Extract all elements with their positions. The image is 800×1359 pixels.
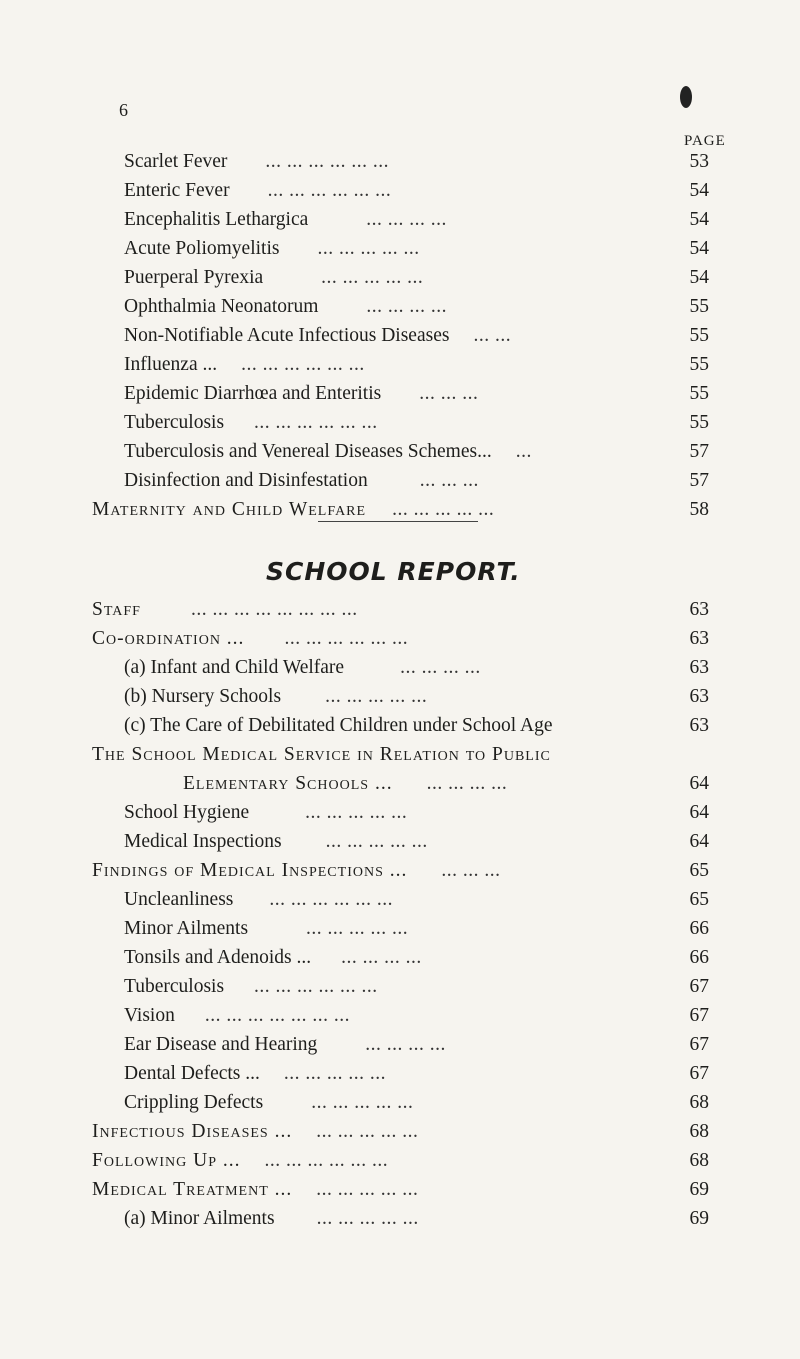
entry-page: 55 [689, 296, 709, 317]
leader-dots: ... ... ... ... ... [305, 802, 408, 823]
leader-dots: ... ... ... ... [400, 657, 481, 678]
toc-entry [92, 1118, 709, 1146]
entry-title: Findings of Medical Inspections ... [92, 860, 408, 881]
entry-page: 63 [689, 599, 709, 620]
entry-title: (b) Nursery Schools [124, 686, 282, 707]
entry-page: 58 [689, 499, 709, 520]
leader-dots: ... ... ... ... ... ... [254, 976, 378, 997]
entry-page: 67 [689, 1034, 709, 1055]
entry-page: 66 [689, 918, 709, 939]
leader-dots: ... ... ... ... ... ... [267, 180, 392, 201]
entry-page: 66 [689, 947, 709, 968]
entry-title: Tuberculosis [124, 412, 225, 433]
entry-title: Acute Poliomyelitis [124, 238, 280, 259]
toc-entry [124, 206, 709, 234]
leader-dots: ... ... ... ... [426, 773, 508, 794]
toc-entry [124, 409, 709, 437]
entry-title: Elementary Schools ... [183, 773, 393, 794]
entry-title: Crippling Defects [124, 1092, 264, 1113]
leader-dots: ... ... ... ... [366, 209, 447, 230]
entry-page: 65 [689, 860, 709, 881]
section-heading: SCHOOL REPORT. [266, 557, 521, 586]
entry-page: 55 [689, 325, 709, 346]
leader-dots: ... ... ... ... ... [283, 1063, 387, 1084]
toc-entry [92, 496, 709, 524]
entry-title: Epidemic Diarrhœa and Enteritis [124, 383, 382, 404]
entry-title: Dental Defects ... [124, 1063, 260, 1084]
entry-page: 54 [689, 238, 709, 259]
leader-dots: ... ... ... ... ... ... [254, 412, 378, 433]
toc-entry [124, 264, 709, 292]
entry-title: Vision [124, 1005, 175, 1026]
entry-title: School Hygiene [124, 802, 250, 823]
leader-dots: ... [515, 441, 532, 462]
leader-dots: ... ... ... ... ... [317, 238, 420, 259]
leader-dots: ... ... ... [419, 383, 479, 404]
entry-page: 69 [689, 1208, 709, 1229]
toc-entry [124, 351, 709, 379]
toc-entry [124, 177, 709, 205]
leader-dots: ... ... ... ... ... ... ... [204, 1005, 350, 1026]
toc-entry [124, 322, 709, 350]
leader-dots: ... ... ... ... ... ... [284, 628, 409, 649]
entry-page: 57 [689, 441, 709, 462]
entry-page: 64 [689, 773, 709, 794]
entry-title: Non-Notifiable Acute Infectious Diseases [124, 325, 450, 346]
leader-dots: ... ... ... ... ... ... [264, 1150, 389, 1171]
entry-title: Tuberculosis [124, 976, 225, 997]
entry-title: Encephalitis Lethargica [124, 209, 309, 230]
toc-entry [124, 1060, 709, 1088]
toc-entry [124, 235, 709, 263]
entry-title: Enteric Fever [124, 180, 230, 201]
toc-entry [124, 1031, 709, 1059]
entry-page: 63 [689, 628, 709, 649]
toc-entry [124, 799, 709, 827]
leader-dots: ... ... ... ... ... [306, 918, 409, 939]
entry-page: 68 [689, 1092, 709, 1113]
toc-entry [124, 1089, 709, 1117]
entry-page: 54 [689, 267, 709, 288]
entry-page: 63 [689, 715, 709, 736]
toc-entry [124, 654, 709, 682]
leader-dots: ... ... ... ... ... ... [241, 354, 365, 375]
toc-entry [92, 1147, 709, 1175]
toc-entry [124, 380, 709, 408]
leader-dots: ... ... ... ... ... [325, 686, 428, 707]
entry-title: Tuberculosis and Venereal Diseases Schemes... [124, 441, 492, 462]
toc-entry [124, 1205, 709, 1233]
entry-page: 68 [689, 1150, 709, 1171]
toc-entry [124, 828, 709, 856]
entry-title: Medical Inspections [124, 831, 282, 852]
leader-dots: ... ... ... ... ... ... [265, 151, 390, 172]
entry-title: Co-ordination ... [92, 628, 245, 649]
toc-entry [92, 857, 709, 885]
entry-title: Scarlet Fever [124, 151, 228, 172]
toc-entry [124, 1002, 709, 1030]
entry-page: 54 [689, 180, 709, 201]
leader-dots: ... ... ... ... ... [316, 1208, 419, 1229]
entry-title: Uncleanliness [124, 889, 234, 910]
toc-entry [183, 770, 709, 798]
entry-title: Tonsils and Adenoids ... [124, 947, 312, 968]
toc-entry [92, 1176, 709, 1204]
entry-page: 63 [689, 686, 709, 707]
leader-dots: ... ... ... [419, 470, 479, 491]
entry-title: Maternity and Child Welfare [92, 499, 367, 520]
entry-page: 63 [689, 657, 709, 678]
entry-page: 65 [689, 889, 709, 910]
leader-dots: ... ... ... ... ... [325, 831, 428, 852]
entry-page: 55 [689, 412, 709, 433]
entry-page: 68 [689, 1121, 709, 1142]
toc-entry [92, 741, 709, 769]
leader-dots: ... ... ... ... ... [316, 1121, 419, 1142]
page-number: 6 [119, 100, 128, 120]
entry-title: Disinfection and Disinfestation [124, 470, 368, 491]
leader-dots: ... ... ... ... [341, 947, 422, 968]
entry-title: Infectious Diseases ... [92, 1121, 293, 1142]
toc-entry [124, 886, 709, 914]
leader-dots: ... ... ... ... ... [392, 499, 495, 520]
entry-page: 64 [689, 802, 709, 823]
toc-entry [124, 683, 709, 711]
toc-entry [92, 625, 709, 653]
toc-entry [124, 712, 709, 740]
entry-page: 57 [689, 470, 709, 491]
toc-entry [124, 438, 709, 466]
entry-page: 54 [689, 209, 709, 230]
toc-entry [124, 148, 709, 176]
entry-page: 55 [689, 354, 709, 375]
leader-dots: ... ... ... ... ... ... [269, 889, 394, 910]
entry-page: 55 [689, 383, 709, 404]
leader-dots: ... ... ... ... [365, 1034, 446, 1055]
leader-dots: ... ... ... ... ... ... ... ... [190, 599, 358, 620]
entry-title: Puerperal Pyrexia [124, 267, 264, 288]
toc-entry [124, 467, 709, 495]
entry-title: Medical Treatment ... [92, 1179, 293, 1200]
ink-blot-mark [680, 86, 692, 108]
entry-page: 64 [689, 831, 709, 852]
leader-dots: ... ... ... [441, 860, 501, 881]
toc-entry [124, 944, 709, 972]
leader-dots: ... ... [473, 325, 512, 346]
entry-title: Ear Disease and Hearing [124, 1034, 318, 1055]
toc-entry [124, 915, 709, 943]
section-divider [318, 521, 478, 522]
entry-title: Ophthalmia Neonatorum [124, 296, 319, 317]
leader-dots: ... ... ... ... ... [321, 267, 424, 288]
entry-page: 67 [689, 1063, 709, 1084]
leader-dots: ... ... ... ... ... [316, 1179, 419, 1200]
entry-title: (c) The Care of Debilitated Children under School Age [124, 715, 553, 736]
entry-title: The School Medical Service in Relation to Public [92, 744, 551, 765]
entry-page: 67 [689, 976, 709, 997]
entry-title: Minor Ailments [124, 918, 249, 939]
entry-title: Following Up ... [92, 1150, 241, 1171]
entry-page: 69 [689, 1179, 709, 1200]
leader-dots: ... ... ... ... ... [311, 1092, 414, 1113]
entry-title: (a) Infant and Child Welfare [124, 657, 345, 678]
page-column-label: PAGE [684, 133, 726, 149]
entry-title: Staff [92, 599, 141, 620]
toc-entry [124, 293, 709, 321]
toc-entry [92, 596, 709, 624]
entry-page: 53 [689, 151, 709, 172]
entry-title: (a) Minor Ailments [124, 1208, 275, 1229]
leader-dots: ... ... ... ... [366, 296, 448, 317]
toc-entry [124, 973, 709, 1001]
entry-page: 67 [689, 1005, 709, 1026]
entry-title: Influenza ... [124, 354, 218, 375]
